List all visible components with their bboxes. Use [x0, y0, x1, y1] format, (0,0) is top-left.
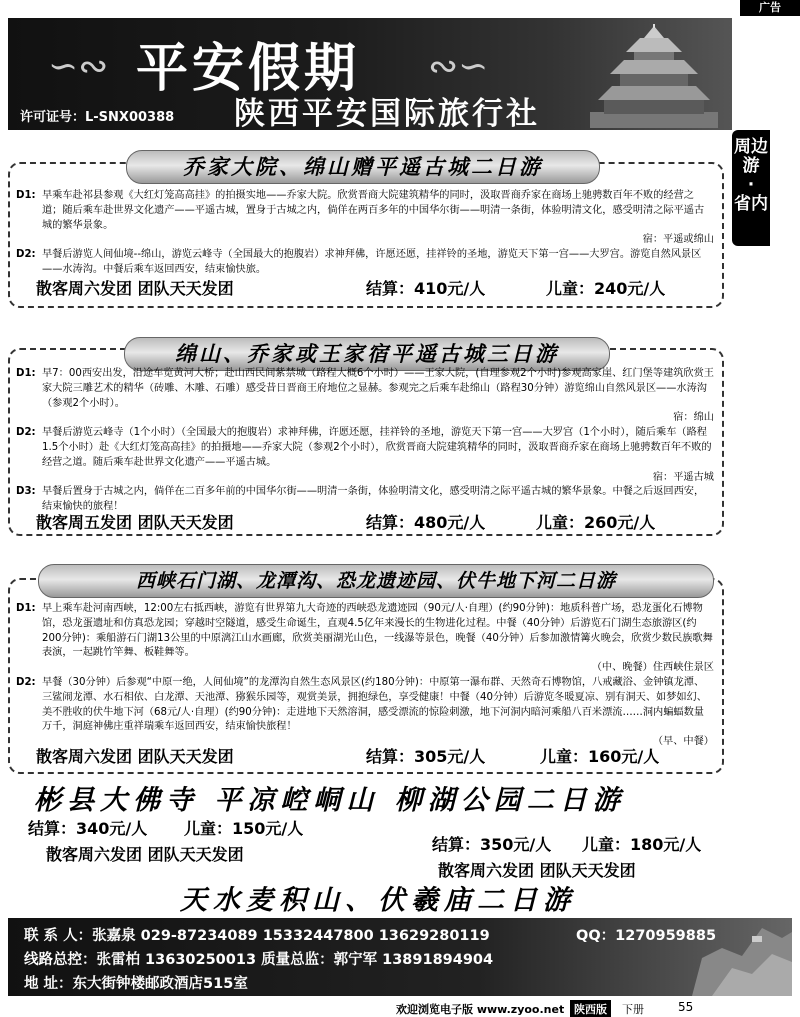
itinerary: [16, 189, 714, 278]
footer-site-link[interactable]: 欢迎浏览电子版 www.zyoo.net: [396, 1003, 565, 1016]
tour-title-banner: 西峡石门湖、龙潭沟、恐龙遗迹园、伏牛地下河二日游: [38, 564, 714, 598]
day-label: D2:: [16, 427, 36, 439]
page-footer: [8, 998, 792, 1017]
itinerary-day: [16, 426, 714, 485]
edition-badge: 陕西版: [570, 1000, 611, 1017]
day-label: D2:: [16, 249, 36, 261]
tour-title: 天水麦积山、伏羲庙二日游: [180, 885, 576, 916]
settle-price: 结算：480元/人: [366, 513, 486, 532]
settle-price: 结算：350元/人: [432, 835, 552, 854]
price-row: [36, 744, 714, 766]
itinerary-day: [16, 676, 714, 750]
child-price: 儿童：150元/人: [184, 819, 304, 838]
page-number: 55: [678, 1000, 694, 1014]
day-text: 早7：00西安出发，沿途车览黄河大桥；赴山西民间紫禁城（路程大概6个小时）——王家大院，(自理参观2个小时)参观高家崖、红门堡等建筑欣赏王家大院三雕艺术的精华（砖雕、木雕、石雕）感受昔日晋商王府地位之显赫。参观完之后乘车赴绵山（路程30分钟）游览绵山自然风景区——水涛沟（参观2个小时）。: [42, 368, 714, 409]
day-lodging: （中、晚餐）住西峡住景区: [591, 662, 714, 674]
ad-tag: 广告: [740, 0, 800, 16]
day-description: [42, 426, 714, 485]
day-label: D1:: [16, 368, 36, 379]
tour-title-banner: 乔家大院、绵山赠平遥古城二日游: [126, 150, 600, 184]
child-price: 儿童：160元/人: [540, 747, 660, 766]
day-meals: （早、中餐）: [652, 736, 714, 748]
day-lodging: 宿：绵山: [673, 412, 714, 424]
tour-card: [8, 570, 724, 774]
day-text: 早餐（30分钟）后参观“中原一绝，人间仙境”的龙潭沟自然生态风景区(约180分钟)：中原第一瀑布群、天然奇石博物馆，八戒藏浴、金钟镇龙潭、三鲨闹龙潭、水石相依、白龙潭、天池潭、猕猴乐园等，观赏美景，拥抱绿色，享受健康！中餐（40分钟）后游览冬暖夏凉、别有洞天、如梦如幻、美不胜收的伏牛地下河（68元/人·自理）(约90分钟)：走进地下天然溶洞，感受漂流的惊险刺激，地下河洞内暗河乘船八百米漂流……洞内蝙蝠数量万千，洞庭神佛庄重祥瑞乘车返回西安，结束愉快旅程！: [42, 676, 707, 733]
qq-number: QQ：1270959885: [576, 928, 717, 944]
child-price: 儿童：180元/人: [582, 835, 702, 854]
contact-person: 联 系 人：张嘉泉 029-87234089 15332447800 13629280119: [24, 928, 490, 944]
day-text: 早餐后游览云峰寺（1个小时）（全国最大的抱腹岩）求神拜佛，许愿还愿，挂祥铃的圣地，游览天下第一宫——大罗宫（1个小时），随后乘车（路程1.5个小时）赴《大红灯笼高高挂》的拍摄地——乔家大院（参观2个小时），欣赏晋商大院建筑精华的同时，汲取晋商乔家在商场上驰骋数百年不败的经营之道。随后乘车赴世界文化遗产——平遥古城。: [42, 427, 712, 468]
day-lodging: 宿：平遥古城: [652, 471, 714, 483]
day-text: 早餐后游览人间仙境--绵山，游览云峰寺（全国最大的抱腹岩）求神拜佛，许愿还愿，挂祥铃的圣地，游览天下第一宫——大罗宫。游览自然风景区——水涛沟。中餐后乘车返回西安，结束愉快旅。: [42, 249, 702, 275]
departure-schedule: 散客周六发团 团队天天发团: [438, 861, 636, 880]
itinerary-day: [16, 189, 714, 248]
settle-price: 结算：305元/人: [366, 747, 486, 766]
day-text: 早上乘车赴河南西峡，12:00左右抵西峡，游览有世界第九大奇迹的西峡恐龙遗迹园（90元/人·自理）(约90分钟)：地质科普广场，恐龙蛋化石博物馆，恐龙蛋遗址和仿真恐龙园；穿越时空隧道，感受生命诞生，直观4.5亿年来漫长的生物进化过程。中餐（40分钟）后游览石门湖生态旅游区(约200分钟)：乘船游石门湖13公里的中原漓江山水画廊，欣赏美丽湖光山色，一线瀑等景色，晚餐（40分钟）后参加激情篝火晚会，欣赏少数民族歌舞表演，一起跳竹竿舞、板鞋舞等。: [42, 603, 713, 659]
tour-title: 彬县大佛寺 平凉崆峒山 柳湖公园二日游: [34, 785, 626, 816]
day-label: D1:: [16, 190, 36, 201]
day-text: 早乘车赴祁县参观《大红灯笼高高挂》的拍摄实地——乔家大院。欣赏晋商大院建筑精华的同时，汲取晋商乔家在商场上驰骋数百年不败的经营之道；随后乘车赴世界文化遗产——平遥古城，置身于古城之内，倘佯在两百多年的中国华尔街——明清一条街，体验明清文化，感受明清之际平遥古城的繁华景象。: [42, 190, 705, 231]
itinerary-day: [16, 367, 714, 426]
departure-schedule: 散客周六发团 团队天天发团: [36, 279, 234, 298]
price-row: [36, 276, 714, 298]
office-address: 地 址：东大街钟楼邮政酒店515室: [24, 976, 248, 992]
day-label: D3:: [16, 486, 36, 498]
child-price: 儿童：240元/人: [546, 279, 666, 298]
itinerary-day: [16, 602, 714, 676]
departure-schedule: 散客周六发团 团队天天发团: [36, 747, 234, 766]
brand-title: 平安假期: [136, 38, 361, 99]
swirl-ornament-left: ∽∾: [48, 46, 109, 87]
agency-name: 陕西平安国际旅行社: [234, 96, 540, 130]
day-label: D2:: [16, 676, 36, 688]
settle-price: 结算：410元/人: [366, 279, 486, 298]
license-number: 许可证号：L-SNX00388: [20, 110, 175, 125]
departure-schedule: 散客周六发团 团队天天发团: [46, 845, 244, 864]
tour-card: [8, 154, 724, 308]
cliff-landscape-icon: [692, 918, 792, 996]
tour-card: [8, 341, 724, 536]
day-label: D1:: [16, 603, 36, 614]
day-description: [42, 367, 714, 426]
route-and-quality-managers: 线路总控：张雷柏 13630250013 质量总监：郭宁军 13891894904: [24, 952, 494, 968]
side-tab-separator: ·: [747, 175, 755, 195]
settle-price: 结算：340元/人: [28, 819, 148, 838]
volume-label: 下册: [622, 1003, 644, 1016]
day-description: [42, 248, 714, 278]
day-description: [42, 676, 714, 750]
header-banner: [8, 18, 732, 130]
price-row: [36, 510, 714, 532]
day-lodging: 宿：平遥或绵山: [642, 234, 714, 246]
contact-bar: [8, 918, 792, 996]
swirl-ornament-right: ∾∽: [428, 46, 489, 87]
tour-title-banner: 绵山、乔家或王家宿平遥古城三日游: [124, 337, 610, 371]
child-price: 儿童：260元/人: [536, 513, 656, 532]
day-description: [42, 189, 714, 248]
day-text: 早餐后置身于古城之内，倘佯在二百多年前的中国华尔街——明清一条街，体验明清文化，感受明清之际平遥古城的繁华景象。中餐之后返回西安，结束愉快的旅程！: [42, 486, 705, 513]
itinerary: [16, 602, 714, 750]
category-side-tab[interactable]: [732, 130, 770, 246]
side-tab-line1: 周边游: [734, 137, 768, 176]
departure-schedule: 散客周五发团 团队天天发团: [36, 513, 234, 532]
side-tab-line2: 省内: [734, 194, 768, 214]
itinerary-day: [16, 248, 714, 278]
bell-tower-icon: [584, 24, 724, 128]
itinerary: [16, 367, 714, 515]
day-description: [42, 602, 714, 676]
